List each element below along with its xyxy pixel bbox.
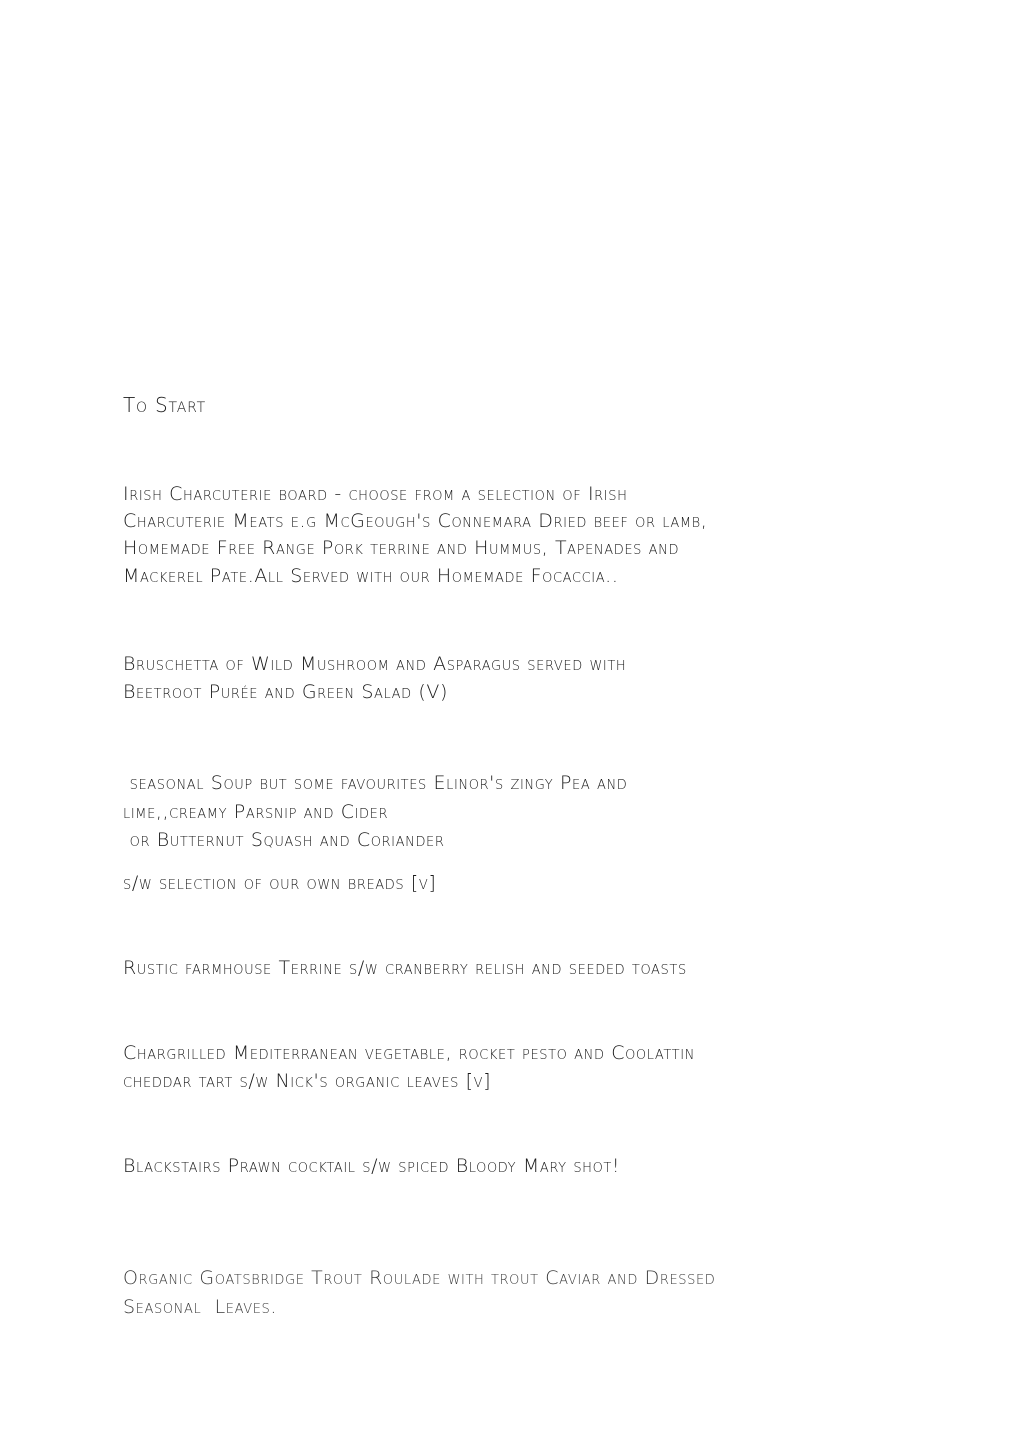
menu-item-line: Homemade Free Range Pork terrine and Hummus, Tapenades and (123, 537, 680, 559)
menu-item-line: Mackerel Pate.All Served with our Homemade Focaccia.. (123, 565, 619, 587)
menu-item-line: Chargrilled Mediterranean vegetable, rocket pesto and Coolattin (123, 1042, 695, 1064)
menu-item-line: Organic Goatsbridge Trout Roulade with trout Caviar and Dressed (123, 1267, 716, 1289)
menu-item-line: Irish Charcuterie board - choose from a selection of Irish (123, 483, 628, 505)
section-title: To Start (123, 393, 206, 417)
menu-item-line: lime,,creamy Parsnip and Cider (123, 801, 389, 823)
menu-item-line: cheddar tart s/w Nick's organic leaves [v] (123, 1070, 492, 1092)
menu-item-line: s/w selection of our own breads [v] (123, 872, 437, 894)
menu-item-line: Seasonal Leaves. (123, 1296, 278, 1318)
menu-item-line: Charcuterie Meats e.g McGeough's Connemara Dried beef or lamb, (123, 510, 708, 532)
menu-item-line: Bruschetta of Wild Mushroom and Asparagus served with (123, 653, 627, 675)
menu-item-line: seasonal Soup but some favourites Elinor's zingy Pea and (123, 772, 628, 794)
menu-item-line: Blackstairs Prawn cocktail s/w spiced Bloody Mary shot! (123, 1155, 621, 1177)
menu-item-line: or Butternut Squash and Coriander (123, 829, 445, 851)
menu-item-line: Rustic farmhouse Terrine s/w cranberry relish and seeded toasts (123, 957, 687, 979)
menu-item-line: Beetroot Purée and Green Salad (V) (123, 681, 449, 703)
